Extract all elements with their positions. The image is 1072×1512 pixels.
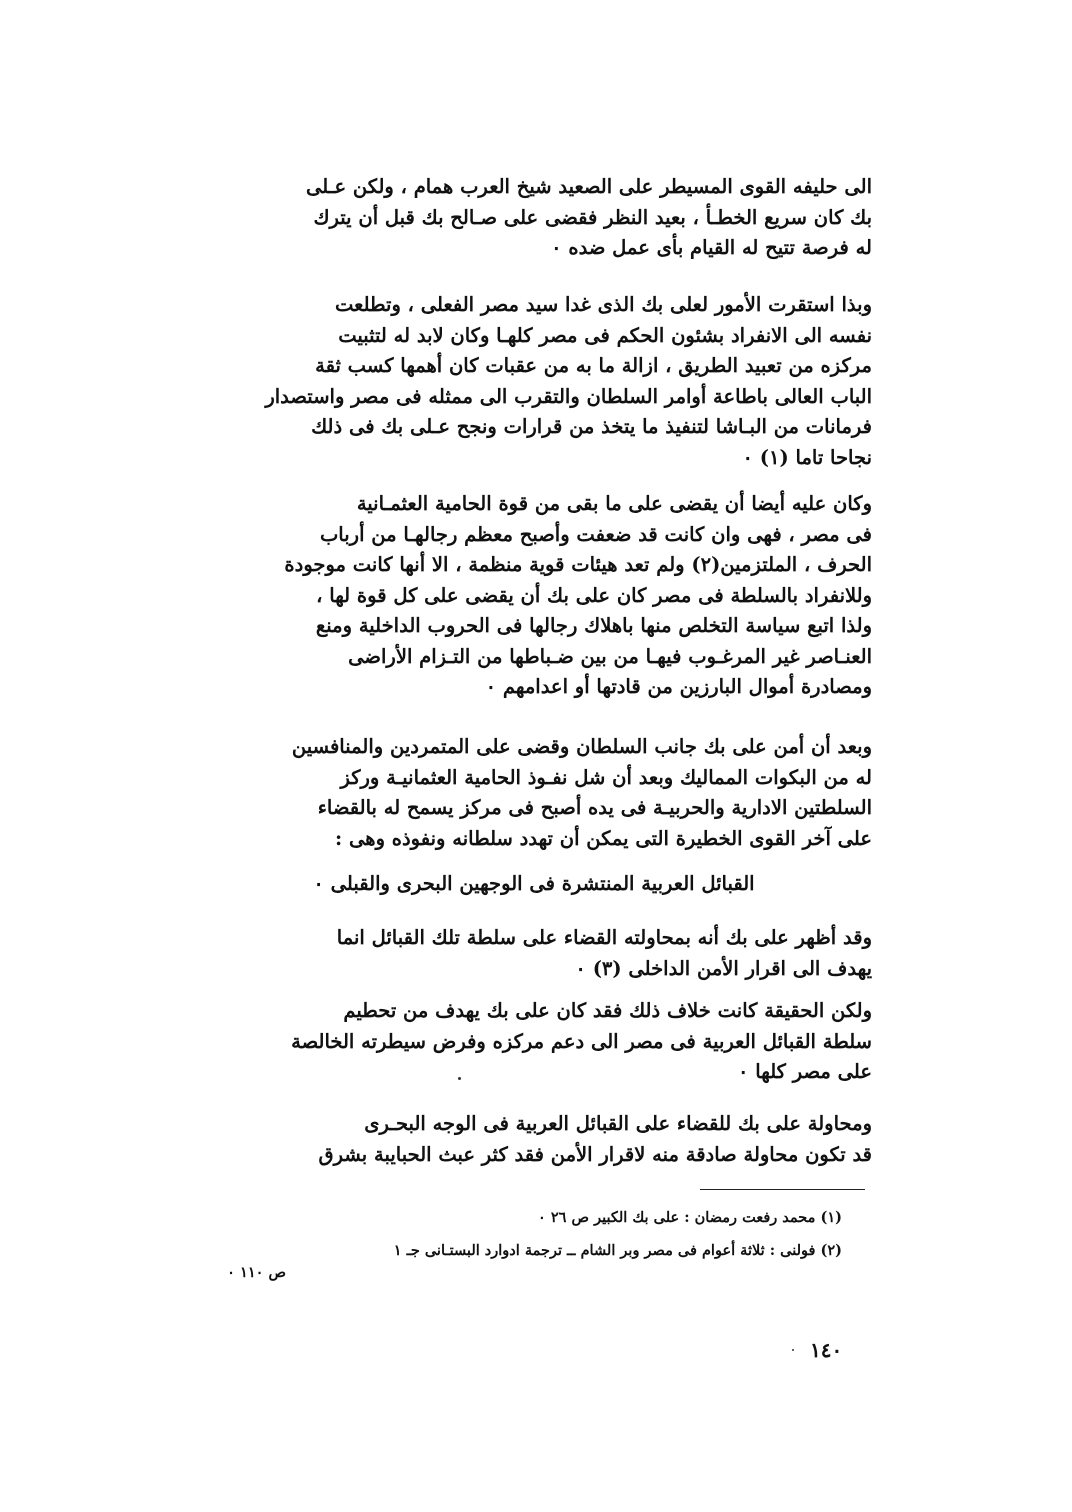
text-line: يهدف الى اقرار الأمن الداخلى (٣) ٠ — [575, 956, 872, 980]
text-line: الحرف ، الملتزمين(٢) ولم تعد هيئات قوية منظمة ، الا أنها كانت موجودة — [284, 553, 872, 576]
paragraph-7 — [196, 996, 872, 1088]
paragraph-6 — [196, 923, 872, 984]
text-line: وللانفراد بالسلطة فى مصر كان على بك أن يقضى على كل قوة لها ، — [316, 583, 872, 607]
page-number: ١٤٠ — [810, 1338, 843, 1362]
text-line: بك كان سريع الخطـأ ، بعيد النظر فقضى على صـالح بك قبل أن يترك — [313, 205, 872, 229]
paragraph-1 — [196, 172, 872, 264]
text-line: العنـاصر غير المرغـوب فيهـا من بين ضـباطها من التـزام الأراضى — [348, 644, 872, 668]
paragraph-5 — [196, 869, 872, 900]
text-line: على مصر كلها ٠ — [738, 1060, 872, 1083]
text-line: وبذا استقرت الأمور لعلى بك الذى غدا سيد مصر الفعلى ، وتطلعت — [335, 293, 872, 316]
text-line: السلطتين الادارية والحربيـة فى يده أصبح فى مركز يسمح له بالقضاء — [317, 796, 872, 819]
footnote-text: (٢) فولنى : ثلاثة أعوام فى مصر وبر الشام ــ ترجمة ادوارد البستـانى جـ ١ — [393, 1242, 842, 1259]
paragraph-3 — [196, 489, 872, 703]
text-line: ومصادرة أموال البارزين من قادتها أو اعدامهم ٠ — [485, 675, 872, 698]
text-line: مركزه من تعبيد الطريق ، ازالة ما به من عقبات كان أهمها كسب ثقة — [315, 354, 872, 377]
text-line: الباب العالى باطاعة أوامر السلطان والتقرب الى ممثله فى مصر واستصدار — [265, 384, 872, 408]
text-line: له من البكوات المماليك وبعد أن شل نفـوذ الحامية العثمانيـة وركز — [340, 765, 872, 789]
scan-speck — [458, 1077, 461, 1080]
footnote-text: ص ١١٠ ٠ — [227, 1264, 286, 1281]
paragraph-2 — [196, 290, 872, 473]
paragraph-8 — [196, 1109, 872, 1170]
scan-speck — [792, 1349, 794, 1351]
footnote-1 — [196, 1207, 872, 1229]
text-line: فى مصر ، فهى وان كانت قد ضعفت وأصبح معظم رجالهـا من أرباب — [319, 522, 872, 546]
text-line: نفسه الى الانفراد بشئون الحكم فى مصر كلهـا وكان لابد له لتثبيت — [338, 323, 872, 347]
text-line: القبائل العربية المنتشرة فى الوجهين البحرى والقبلى ٠ — [313, 872, 755, 895]
text-line: وبعد أن أمن على بك جانب السلطان وقضى على المتمردين والمنافسين — [291, 735, 872, 758]
text-line: سلطة القبائل العربية فى مصر الى دعم مركزه وفرض سيطرته الخالصة — [291, 1029, 872, 1053]
footnote-2-continuation — [196, 1262, 872, 1284]
text-line: ولكن الحقيقة كانت خلاف ذلك فقد كان على بك يهدف من تحطيم — [343, 999, 872, 1022]
footnote-text: (١) محمد رفعت رمضان : على بك الكبير ص ٢٦ ٠ — [538, 1209, 842, 1226]
paragraph-4 — [196, 732, 872, 854]
text-line: نجاحا تاما (١) ٠ — [742, 445, 872, 469]
text-line: فرمانات من البـاشا لتنفيذ ما يتخذ من قرارات ونجح عـلى بك فى ذلك — [311, 415, 872, 438]
footnote-2 — [196, 1240, 872, 1262]
text-line: وقد أظهر على بك أنه بمحاولته القضاء على سلطة تلك القبائل انما — [336, 926, 872, 949]
text-line: على آخر القوى الخطيرة التى يمكن أن تهدد سلطانه ونفوذه وهى : — [335, 826, 872, 850]
text-line: قد تكون محاولة صادقة منه لاقرار الأمن فقد كثر عبث الحبايبة بشرق — [318, 1142, 872, 1166]
text-line: له فرصة تتيح له القيام بأى عمل ضده ٠ — [551, 236, 872, 259]
footnote-separator — [700, 1189, 865, 1190]
text-line: وكان عليه أيضا أن يقضى على ما بقى من قوة الحامية العثمـانية — [356, 492, 872, 515]
text-line: ولذا اتبع سياسة التخلص منها باهلاك رجالها فى الحروب الداخلية ومنع — [315, 614, 872, 637]
text-line: ومحاولة على بك للقضاء على القبائل العربية فى الوجه البحـرى — [364, 1112, 872, 1135]
text-line: الى حليفه القوى المسيطر على الصعيد شيخ العرب همام ، ولكن عـلى — [306, 175, 872, 198]
